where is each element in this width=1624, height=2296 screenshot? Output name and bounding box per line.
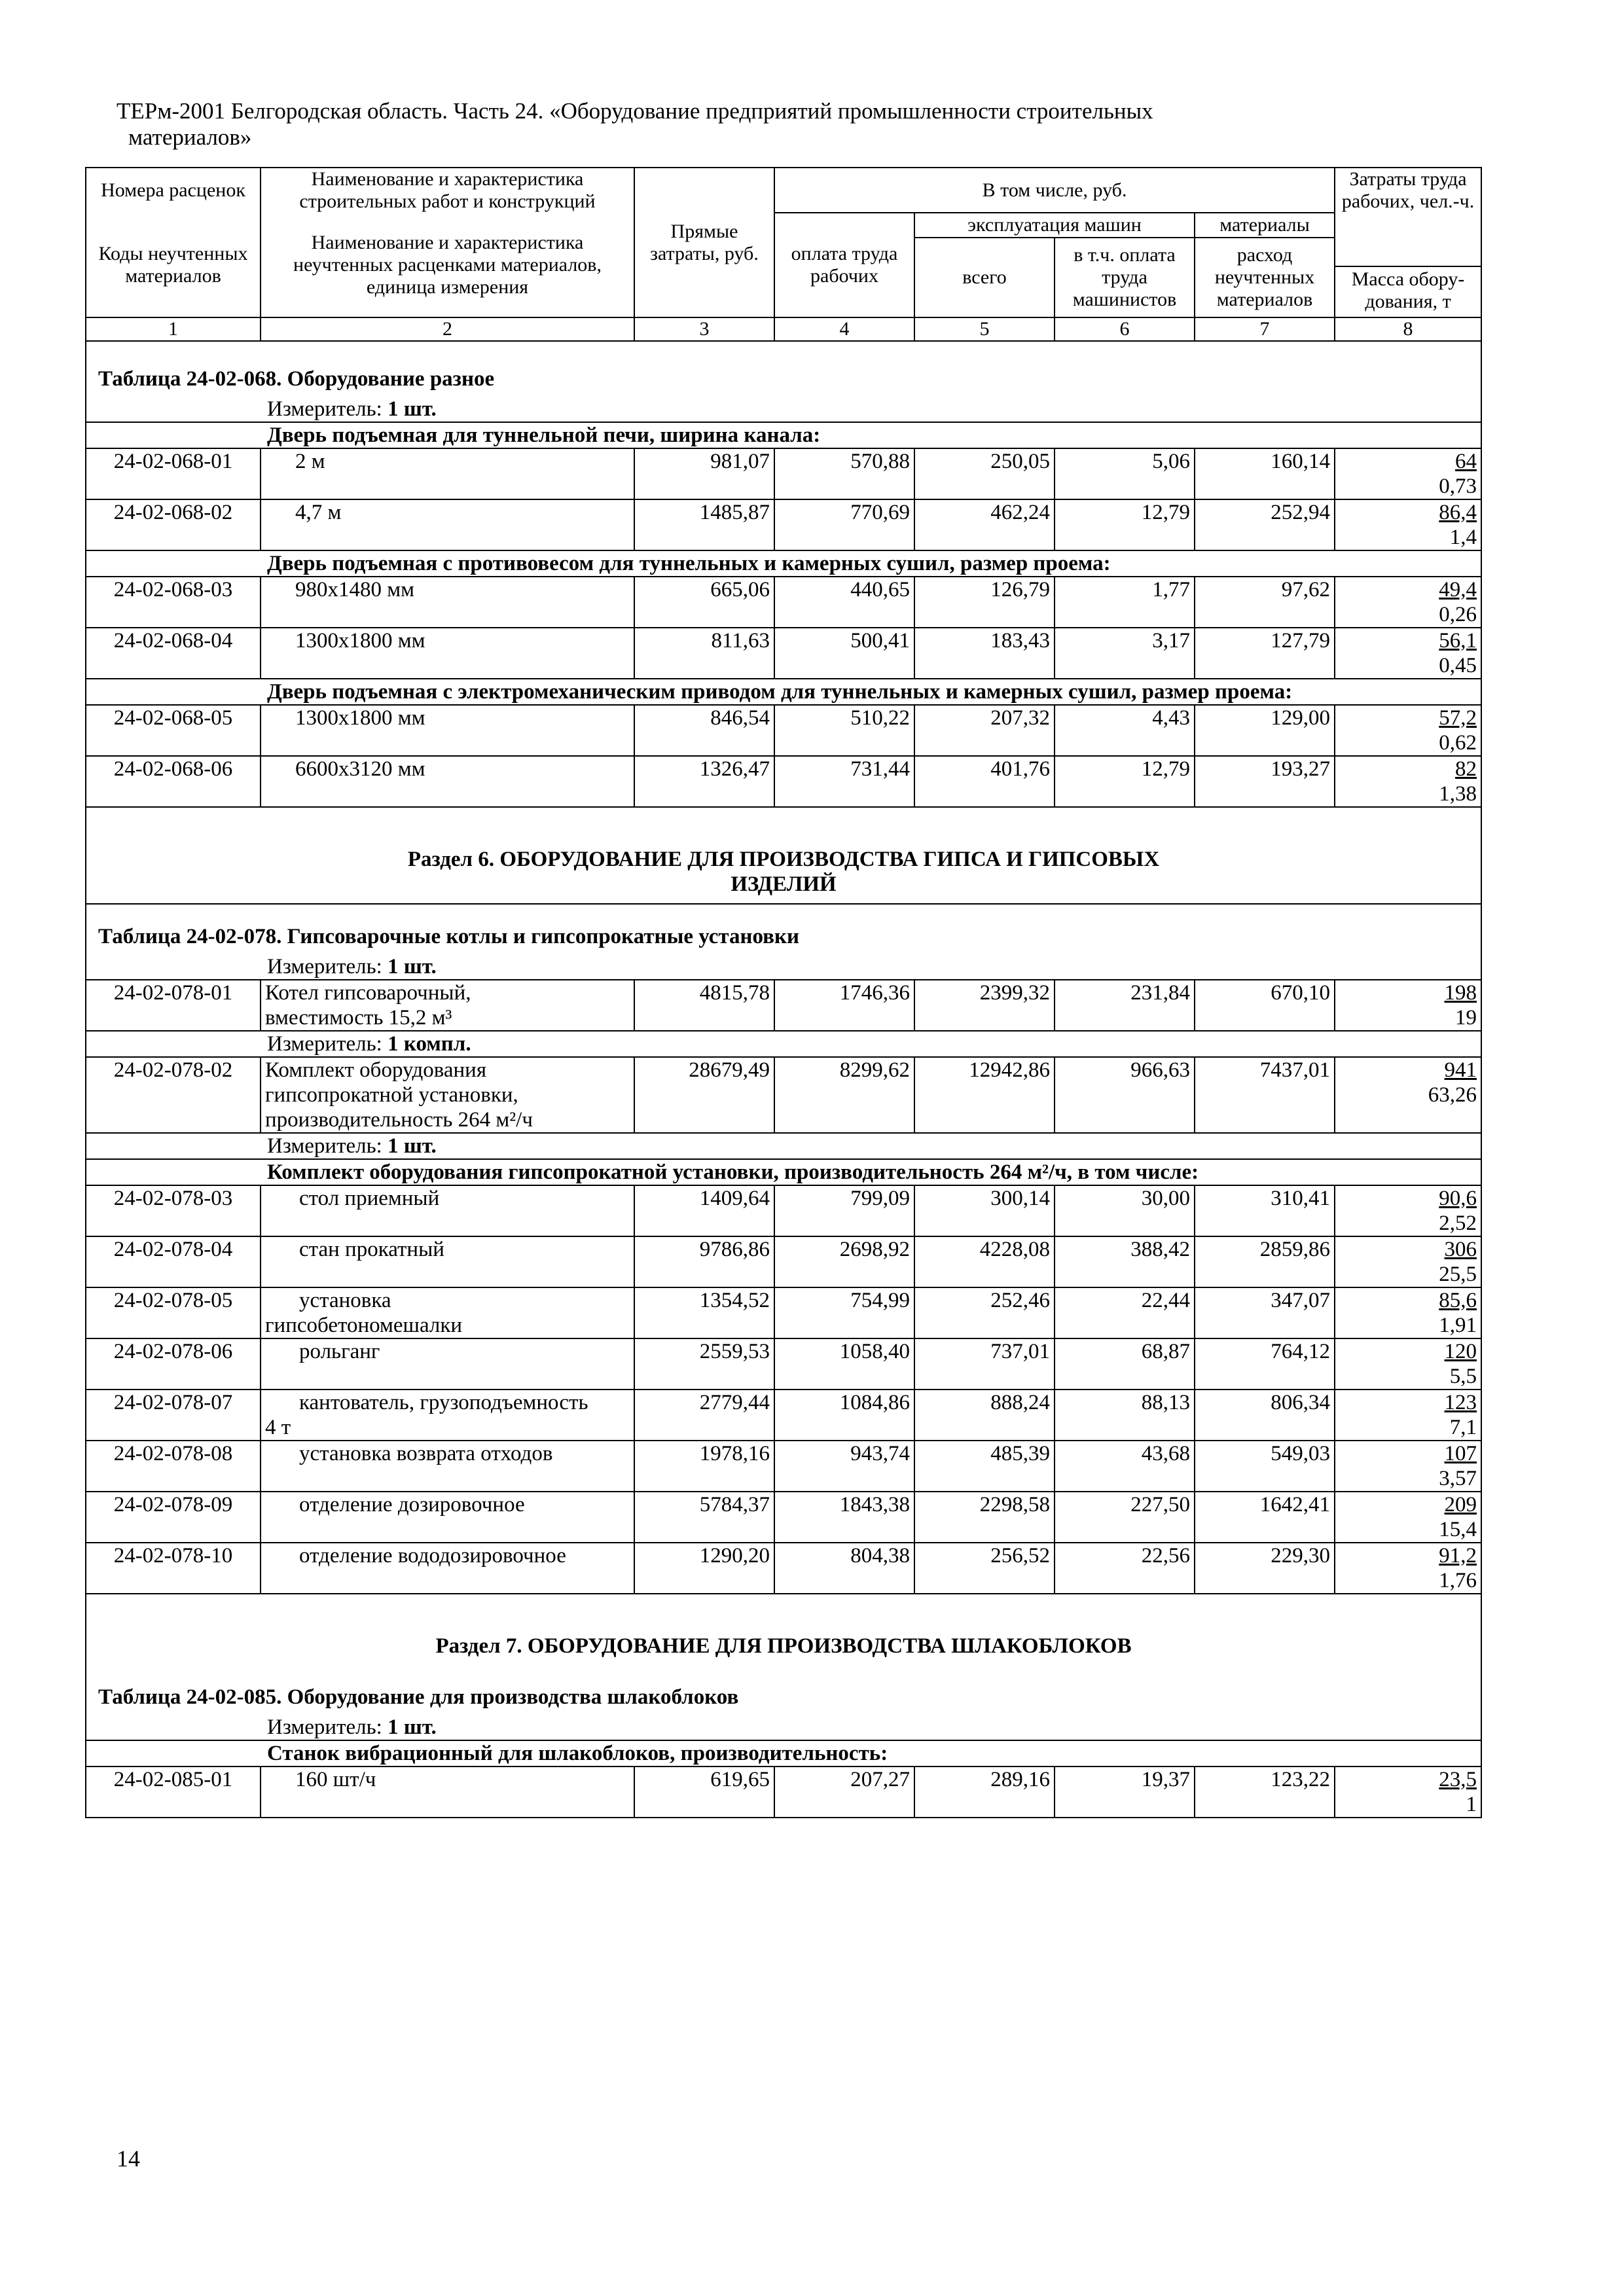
table-row [86,1390,1481,1441]
group-heading: Дверь подъемная для туннельной печи, ширина канала: [86,422,1481,448]
table-title-row [86,341,1481,397]
unit-row [86,954,1481,980]
labor-mass: 85,6 1,91 [1335,1287,1481,1338]
worker-pay: 799,09 [774,1185,914,1236]
table-row [86,980,1481,1031]
direct-cost: 9786,86 [634,1236,774,1287]
rate-code: 24-02-078-02 [86,1057,261,1133]
operator-pay: 5,06 [1055,448,1195,499]
table-title-row [86,904,1481,954]
labor-mass: 209 15,4 [1335,1492,1481,1543]
incl-head: В том числе, руб. [774,168,1335,213]
direct-cost: 981,07 [634,448,774,499]
unit-row [86,1133,1481,1159]
machine-cost: 252,46 [914,1287,1055,1338]
column-numbers-row [86,317,1481,341]
page-number: 14 [117,2145,140,2172]
material-cost: 1642,41 [1195,1492,1335,1543]
machine-cost: 462,24 [914,499,1055,550]
labor-mass: 57,2 0,62 [1335,705,1481,756]
material-cost: 764,12 [1195,1338,1335,1390]
rate-code: 24-02-068-02 [86,499,261,550]
col-number: 6 [1055,317,1195,341]
material-cost: 160,14 [1195,448,1335,499]
unit-label: Измеритель: 1 шт. [86,1715,1481,1740]
table-row [86,1185,1481,1236]
table-row [86,577,1481,628]
operator-pay: 231,84 [1055,980,1195,1031]
worker-pay: 770,69 [774,499,914,550]
table-row [86,1492,1481,1543]
rate-code: 24-02-078-06 [86,1338,261,1390]
group-row [86,1159,1481,1185]
group-row [86,422,1481,448]
direct-cost: 846,54 [634,705,774,756]
table-row [86,1543,1481,1594]
worker-pay: 731,44 [774,756,914,807]
operator-pay: 30,00 [1055,1185,1195,1236]
material-cost: 97,62 [1195,577,1335,628]
work-name: 4,7 м [261,499,634,550]
labor-mass: 941 63,26 [1335,1057,1481,1133]
rate-code: 24-02-078-04 [86,1236,261,1287]
worker-pay: 510,22 [774,705,914,756]
price-table [85,167,1482,1818]
operator-pay: 68,87 [1055,1338,1195,1390]
direct-cost: 4815,78 [634,980,774,1031]
labor-mass: 49,4 0,26 [1335,577,1481,628]
work-name: отделение вододозировочное [261,1543,634,1594]
col4-head: оплата труда рабочих [774,213,914,317]
unit-label: Измеритель: 1 шт. [86,397,1481,422]
material-cost: 347,07 [1195,1287,1335,1338]
work-name: 1300х1800 мм [261,628,634,679]
section-row [86,1594,1481,1665]
machine-cost: 183,43 [914,628,1055,679]
table-row [86,628,1481,679]
rate-code: 24-02-078-08 [86,1441,261,1492]
material-cost: 129,00 [1195,705,1335,756]
labor-mass: 91,2 1,76 [1335,1543,1481,1594]
group-row [86,679,1481,705]
worker-pay: 1843,38 [774,1492,914,1543]
worker-pay: 1058,40 [774,1338,914,1390]
material-cost: 127,79 [1195,628,1335,679]
col-number: 3 [634,317,774,341]
work-name: установка возврата отходов [261,1441,634,1492]
rate-code: 24-02-078-09 [86,1492,261,1543]
rate-code: 24-02-078-01 [86,980,261,1031]
rate-code: 24-02-068-05 [86,705,261,756]
direct-cost: 1485,87 [634,499,774,550]
operator-pay: 43,68 [1055,1441,1195,1492]
material-cost: 193,27 [1195,756,1335,807]
worker-pay: 943,74 [774,1441,914,1492]
rate-code: 24-02-068-04 [86,628,261,679]
rate-code: 24-02-068-01 [86,448,261,499]
operator-pay: 88,13 [1055,1390,1195,1441]
machine-cost: 737,01 [914,1338,1055,1390]
operator-pay: 19,37 [1055,1767,1195,1818]
group-heading: Комплект оборудования гипсопрокатной установки, производительность 264 м²/ч, в том числе: [86,1159,1481,1185]
work-name: 1300х1800 мм [261,705,634,756]
col8-head-a: Затраты труда рабочих, чел.-ч. [1335,168,1481,213]
direct-cost: 1409,64 [634,1185,774,1236]
material-cost: 806,34 [1195,1390,1335,1441]
table-title: Таблица 24-02-085. Оборудование для производства шлакоблоков [86,1665,1481,1715]
machine-cost: 485,39 [914,1441,1055,1492]
direct-cost: 1978,16 [634,1441,774,1492]
table-row [86,1767,1481,1818]
rate-code: 24-02-085-01 [86,1767,261,1818]
unit-row [86,1715,1481,1740]
material-cost: 252,94 [1195,499,1335,550]
table-title: Таблица 24-02-078. Гипсоварочные котлы и гипсопрокатные установки [86,904,1481,954]
direct-cost: 1354,52 [634,1287,774,1338]
operator-pay: 388,42 [1055,1236,1195,1287]
group-heading: Дверь подъемная с электромеханическим приводом для туннельных и камерных сушил, размер проема: [86,679,1481,705]
machine-cost: 2399,32 [914,980,1055,1031]
labor-mass: 64 0,73 [1335,448,1481,499]
material-cost: 7437,01 [1195,1057,1335,1133]
worker-pay: 570,88 [774,448,914,499]
table-row [86,499,1481,550]
rate-code: 24-02-068-03 [86,577,261,628]
col-number: 2 [261,317,634,341]
header-row-2 [86,213,1481,238]
group-row [86,1740,1481,1767]
col2-head-b: Наименование и характеристика неучтенных расценками материалов, единица измерения [261,213,634,317]
machine-cost: 300,14 [914,1185,1055,1236]
col-number: 7 [1195,317,1335,341]
direct-cost: 619,65 [634,1767,774,1818]
labor-mass: 107 3,57 [1335,1441,1481,1492]
operator-pay: 1,77 [1055,577,1195,628]
material-cost: 310,41 [1195,1185,1335,1236]
material-cost: 123,22 [1195,1767,1335,1818]
header-line-2: материалов» [128,124,252,150]
unit-label: Измеритель: 1 шт. [86,1133,1481,1159]
group-row [86,550,1481,577]
worker-pay: 754,99 [774,1287,914,1338]
worker-pay: 1084,86 [774,1390,914,1441]
col8-head-b: Масса обору-дования, т [1351,268,1465,312]
header-row-1 [86,168,1481,213]
operator-pay: 12,79 [1055,756,1195,807]
machine-cost: 250,05 [914,448,1055,499]
labor-mass: 306 25,5 [1335,1236,1481,1287]
rate-code: 24-02-078-07 [86,1390,261,1441]
material-cost: 670,10 [1195,980,1335,1031]
direct-cost: 5784,37 [634,1492,774,1543]
machine-cost: 2298,58 [914,1492,1055,1543]
machine-cost: 256,52 [914,1543,1055,1594]
operator-pay: 3,17 [1055,628,1195,679]
direct-cost: 1326,47 [634,756,774,807]
table-row [86,1287,1481,1338]
unit-row [86,397,1481,422]
labor-mass: 23,5 1 [1335,1767,1481,1818]
work-name: стол приемный [261,1185,634,1236]
operator-pay: 22,56 [1055,1543,1195,1594]
labor-mass: 82 1,38 [1335,756,1481,807]
direct-cost: 1290,20 [634,1543,774,1594]
unit-label: Измеритель: 1 компл. [86,1031,1481,1057]
operator-pay: 966,63 [1055,1057,1195,1133]
work-name: 2 м [261,448,634,499]
work-name: установка гипсобетономешалки [261,1287,634,1338]
machine-cost: 126,79 [914,577,1055,628]
table-row [86,448,1481,499]
direct-cost: 2779,44 [634,1390,774,1441]
exp-head: эксплуатация машин [914,213,1195,238]
direct-cost: 2559,53 [634,1338,774,1390]
header-line-1: ТЕРм-2001 Белгородская область. Часть 24. «Оборудование предприятий промышленности строительных [117,98,1153,124]
work-name: рольганг [261,1338,634,1390]
unit-row [86,1031,1481,1057]
running-header [117,98,1504,151]
labor-mass: 56,1 0,45 [1335,628,1481,679]
material-cost: 2859,86 [1195,1236,1335,1287]
rate-code: 24-02-078-10 [86,1543,261,1594]
col3-head: Прямые затраты, руб. [634,168,774,317]
machine-cost: 4228,08 [914,1236,1055,1287]
work-name: кантователь, грузоподъемность 4 т [261,1390,634,1441]
direct-cost: 28679,49 [634,1057,774,1133]
work-name: стан прокатный [261,1236,634,1287]
operator-pay: 22,44 [1055,1287,1195,1338]
worker-pay: 2698,92 [774,1236,914,1287]
rate-code: 24-02-078-05 [86,1287,261,1338]
rate-code: 24-02-078-03 [86,1185,261,1236]
direct-cost: 665,06 [634,577,774,628]
worker-pay: 804,38 [774,1543,914,1594]
work-name: 980х1480 мм [261,577,634,628]
table-title: Таблица 24-02-068. Оборудование разное [86,341,1481,397]
table-row [86,1236,1481,1287]
col-number: 1 [86,317,261,341]
mat-head: материалы [1195,213,1335,238]
table-row [86,705,1481,756]
col7-head: расход неучтенных материалов [1195,238,1335,317]
section-title: Раздел 7. ОБОРУДОВАНИЕ ДЛЯ ПРОИЗВОДСТВА ШЛАКОБЛОКОВ [86,1594,1481,1665]
section-row [86,807,1481,904]
unit-label: Измеритель: 1 шт. [86,954,1481,980]
operator-pay: 12,79 [1055,499,1195,550]
table-row [86,1441,1481,1492]
col1-head-a: Номера расценок [86,168,261,213]
worker-pay: 8299,62 [774,1057,914,1133]
worker-pay: 500,41 [774,628,914,679]
col-number: 4 [774,317,914,341]
work-name: отделение дозировочное [261,1492,634,1543]
machine-cost: 207,32 [914,705,1055,756]
work-name: 6600х3120 мм [261,756,634,807]
direct-cost: 811,63 [634,628,774,679]
operator-pay: 227,50 [1055,1492,1195,1543]
machine-cost: 888,24 [914,1390,1055,1441]
labor-mass: 120 5,5 [1335,1338,1481,1390]
col-number: 5 [914,317,1055,341]
col5-head: всего [914,238,1055,317]
table-row [86,1338,1481,1390]
labor-mass: 86,4 1,4 [1335,499,1481,550]
labor-mass: 90,6 2,52 [1335,1185,1481,1236]
table-title-row [86,1665,1481,1715]
worker-pay: 1746,36 [774,980,914,1031]
group-heading: Станок вибрационный для шлакоблоков, производительность: [86,1740,1481,1767]
machine-cost: 289,16 [914,1767,1055,1818]
machine-cost: 12942,86 [914,1057,1055,1133]
work-name: 160 шт/ч [261,1767,634,1818]
machine-cost: 401,76 [914,756,1055,807]
table-row [86,756,1481,807]
labor-mass: 123 7,1 [1335,1390,1481,1441]
operator-pay: 4,43 [1055,705,1195,756]
worker-pay: 440,65 [774,577,914,628]
worker-pay: 207,27 [774,1767,914,1818]
work-name: Котел гипсоварочный, вместимость 15,2 м³ [261,980,634,1031]
group-heading: Дверь подъемная с противовесом для туннельных и камерных сушил, размер проема: [86,550,1481,577]
col6-head: в т.ч. оплата труда машинистов [1055,238,1195,317]
work-name: Комплект оборудования гипсопрокатной установки, производительность 264 м²/ч [261,1057,634,1133]
material-cost: 549,03 [1195,1441,1335,1492]
col-number: 8 [1335,317,1481,341]
material-cost: 229,30 [1195,1543,1335,1594]
section-title: Раздел 6. ОБОРУДОВАНИЕ ДЛЯ ПРОИЗВОДСТВА ГИПСА И ГИПСОВЫХ ИЗДЕЛИЙ [86,807,1481,904]
col2-head-a: Наименование и характеристика строительных работ и конструкций [261,168,634,213]
table-row [86,1057,1481,1133]
labor-mass: 198 19 [1335,980,1481,1031]
col1-head-b: Коды неучтенных материалов [86,213,261,317]
rate-code: 24-02-068-06 [86,756,261,807]
